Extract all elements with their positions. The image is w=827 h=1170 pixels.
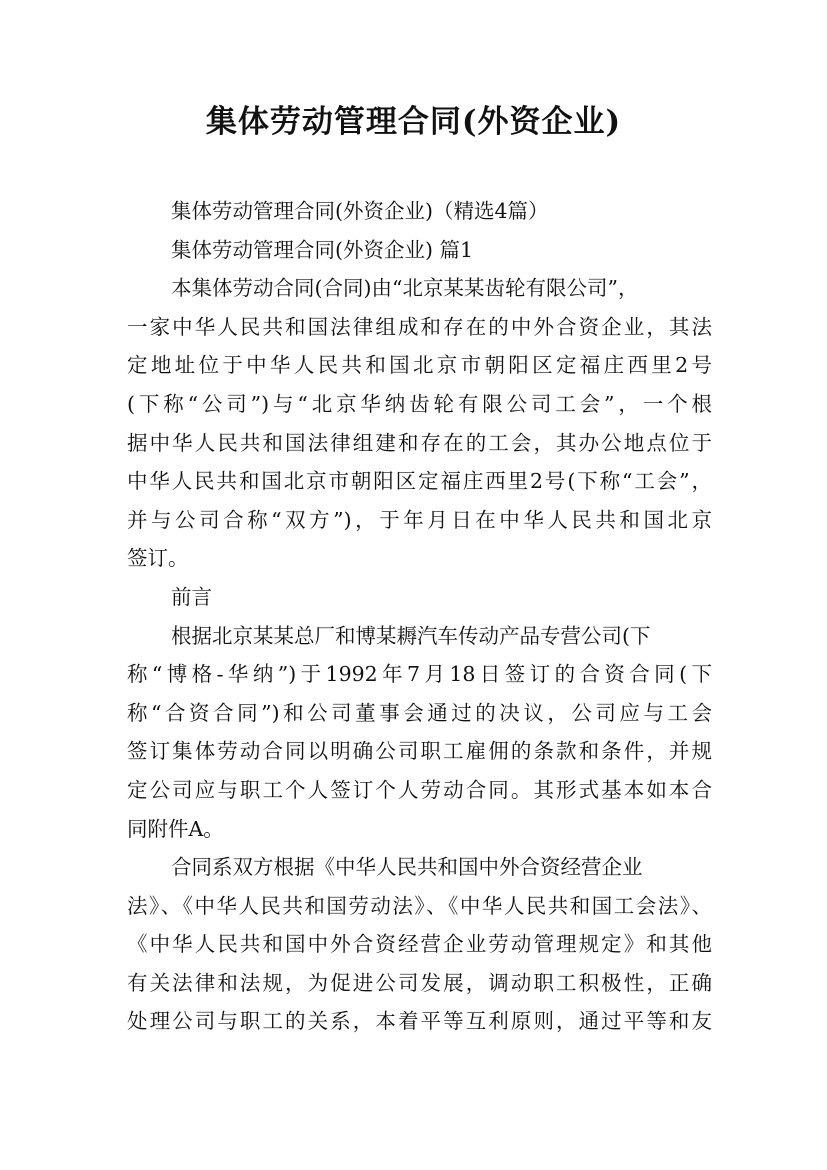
paragraph-line: 一家中华人民共和国法律组成和存在的中外合资企业，其法 [127,314,712,339]
paragraph-line: 称“博格-华纳”)于1992年7月18日签订的合资合同(下 [127,662,712,687]
paragraph-line: 中华人民共和国北京市朝阳区定福庄西里2号(下称“工会”， [127,469,712,494]
document-body [127,192,712,1041]
paragraph-line: 根据北京某某总厂和博某耨汽车传动产品专营公司(下 [171,623,651,648]
paragraph-line: 集体劳动管理合同(外资企业) 篇1 [171,237,474,262]
paragraph-line: 有关法律和法规，为促进公司发展，调动职工积极性，正确 [127,970,712,995]
document-title: 集体劳动管理合同(外资企业) [205,104,622,140]
paragraph-line: 前言 [171,584,212,609]
paragraph-line: 本集体劳动合同(合同)由“北京某某齿轮有限公司”， [171,276,639,301]
paragraph-line: 据中华人民共和国法律组建和存在的工会，其办公地点位于 [127,430,712,455]
paragraph-line: (下称“公司”)与“北京华纳齿轮有限公司工会”，一个根 [127,391,712,416]
paragraph-line: 并与公司合称“双方”)，于年月日在中华人民共和国北京 [127,507,712,532]
paragraph-line: 法》、《中华人民共和国劳动法》、《中华人民共和国工会法》、 [127,893,712,918]
paragraph-line: 处理公司与职工的关系，本着平等互利原则，通过平等和友 [127,1009,712,1034]
paragraph-line: 签订集体劳动合同以明确公司职工雇佣的条款和条件，并规 [127,739,712,764]
paragraph-line: 集体劳动管理合同(外资企业)（精选4篇） [171,199,549,223]
paragraph-line: 定地址位于中华人民共和国北京市朝阳区定福庄西里2号 [127,353,712,378]
paragraph-line: 同附件A。 [127,816,224,841]
paragraph-line: 定公司应与职工个人签订个人劳动合同。其形式基本如本合 [127,777,712,802]
paragraph-line: 《中华人民共和国中外合资经营企业劳动管理规定》和其他 [127,932,712,957]
paragraph-line: 签订。 [127,546,189,571]
paragraph-line: 合同系双方根据《中华人民共和国中外合资经营企业 [171,855,643,880]
paragraph-line: 称“合资合同”)和公司董事会通过的决议，公司应与工会 [127,700,712,725]
